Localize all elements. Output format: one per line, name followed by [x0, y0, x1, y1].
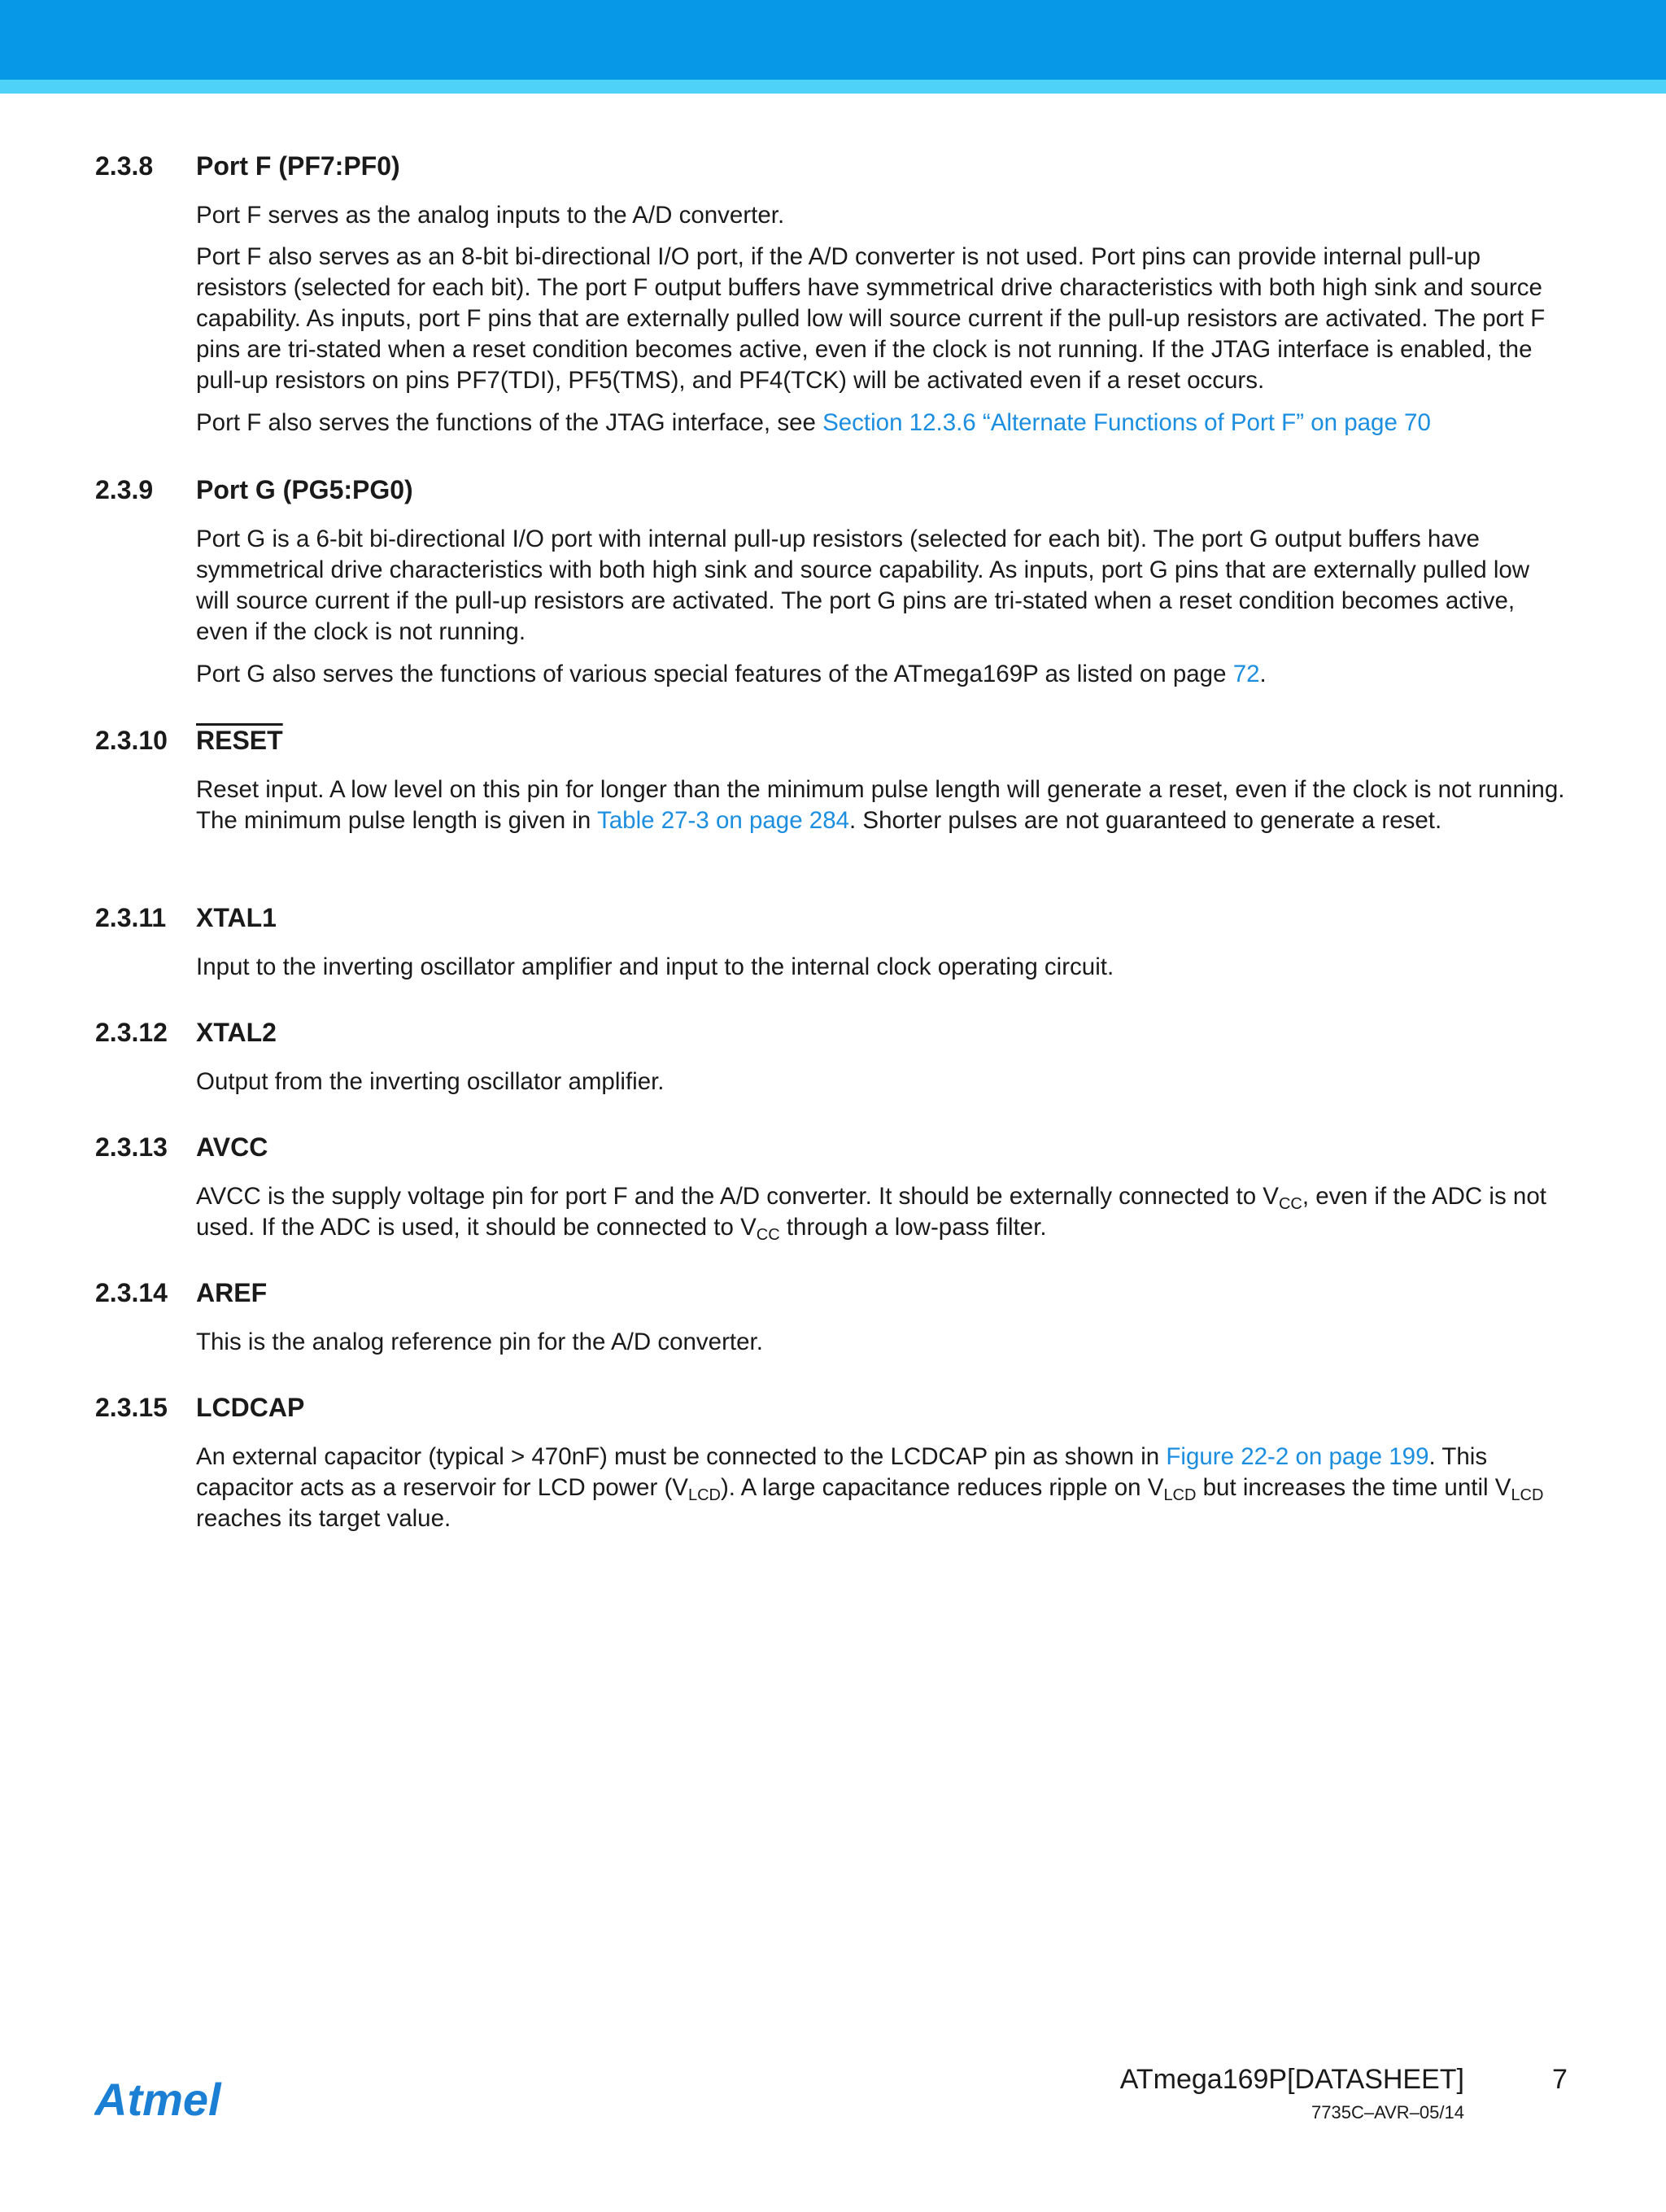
- cross-reference-link[interactable]: Figure 22-2 on page 199: [1166, 1443, 1429, 1470]
- page-link[interactable]: 72: [1232, 661, 1260, 687]
- subscript: CC: [756, 1226, 780, 1244]
- paragraph-text: through a low-pass filter.: [779, 1214, 1047, 1241]
- section-number: 2.3.11: [95, 903, 167, 932]
- section-title: XTAL2: [196, 1018, 277, 1047]
- paragraph: Port G is a 6-bit bi-directional I/O port with internal pull-up resistors (selected for each bit). The port G output buffers have symmetrical drive characteristics with both high sink and source capability. As inputs, port G pins that are externally pulled low will source current if the pull-up resistors are activated. The port G pins are tri-stated when a reset condition becomes active, even if the clock is not running.: [196, 526, 1530, 645]
- cross-reference-link[interactable]: Section 12.3.6 “Alternate Functions of Port F” on page 70: [822, 409, 1431, 436]
- section-title: AREF: [196, 1278, 268, 1307]
- section-number: 2.3.10: [95, 726, 168, 755]
- section-number: 2.3.9: [95, 475, 154, 504]
- paragraph-text: . This capacitor acts as a reservoir for LCD power (V: [196, 1443, 1488, 1501]
- cross-reference-link[interactable]: Table 27-3 on page 284: [597, 807, 850, 834]
- subscript: CC: [1278, 1195, 1302, 1213]
- subscript: LCD: [1511, 1486, 1544, 1504]
- paragraph: Port F also serves as an 8-bit bi-directional I/O port, if the A/D converter is not used. Port pins can provide internal pull-up resistors (selected for each bit). The port F output buffers have symmetrical drive characteristics with both high sink and source capability. As inputs, port F pins that are externally pulled low will source current if the pull-up resistors are activated. The port F pins are tri-stated when a reset condition becomes active, even if the clock is not running. If the JTAG interface is enabled, the pull-up resistors on pins PF7(TDI), PF5(TMS), and PF4(TCK) will be activated even if a reset occurs.: [196, 243, 1546, 394]
- section-title: LCDCAP: [196, 1393, 305, 1422]
- paragraph-text: , even if the ADC is not used. If the ADC is used, it should be connected to V: [196, 1183, 1546, 1241]
- paragraph-text: reaches its target value.: [196, 1505, 451, 1532]
- atmel-logo: [94, 2070, 249, 2127]
- document-title: ATmega169P[DATASHEET]: [1119, 2064, 1464, 2095]
- subscript: LCD: [1163, 1486, 1197, 1504]
- section-title: Port G (PG5:PG0): [196, 475, 413, 504]
- section-title: RESET: [196, 726, 283, 755]
- paragraph-text: An external capacitor (typical > 470nF) must be connected to the LCDCAP pin as shown in: [196, 1443, 1167, 1470]
- paragraph: [196, 1181, 1568, 1243]
- paragraph-text: Port F also serves the functions of the JTAG interface, see: [196, 409, 823, 436]
- section-number: 2.3.8: [95, 151, 154, 181]
- paragraph: [196, 774, 1568, 836]
- header-band: [0, 0, 1666, 80]
- paragraph: Port F serves as the analog inputs to the A/D converter.: [196, 202, 785, 229]
- paragraph-text: AVCC is the supply voltage pin for port F and the A/D converter. It should be externally connected to V: [196, 1183, 1279, 1210]
- paragraph-text: . Shorter pulses are not guaranteed to generate a reset.: [849, 807, 1442, 834]
- paragraph: [196, 408, 1568, 438]
- document-code: 7735C–AVR–05/14: [1311, 2102, 1464, 2123]
- section-number: 2.3.14: [95, 1278, 168, 1307]
- paragraph-text: ). A large capacitance reduces ripple on V: [720, 1474, 1164, 1501]
- subscript: LCD: [687, 1486, 721, 1504]
- logo-text: Atmel: [94, 2074, 221, 2125]
- section-title: Port F (PF7:PF0): [196, 151, 400, 181]
- paragraph: [196, 659, 1568, 690]
- paragraph-text: Port G also serves the functions of various special features of the ATmega169P as listed on page: [196, 661, 1233, 687]
- paragraph: This is the analog reference pin for the A/D converter.: [196, 1329, 763, 1355]
- paragraph-text: Reset input. A low level on this pin for longer than the minimum pulse length will generate a reset, even if the clock is not running. The minimum pulse length is given in: [196, 776, 1565, 834]
- section-title: XTAL1: [196, 903, 277, 932]
- paragraph: [196, 1442, 1568, 1534]
- section-number: 2.3.12: [95, 1018, 168, 1047]
- page-number: 7: [1552, 2064, 1568, 2095]
- paragraph: Input to the inverting oscillator amplifier and input to the internal clock operating circuit.: [196, 953, 1114, 980]
- paragraph: Output from the inverting oscillator amplifier.: [196, 1068, 665, 1095]
- paragraph-text: but increases the time until V: [1196, 1474, 1511, 1501]
- section-title: AVCC: [196, 1132, 268, 1162]
- paragraph-text: .: [1259, 661, 1267, 687]
- header-stripe: [0, 80, 1666, 94]
- section-number: 2.3.15: [95, 1393, 168, 1422]
- section-number: 2.3.13: [95, 1132, 168, 1162]
